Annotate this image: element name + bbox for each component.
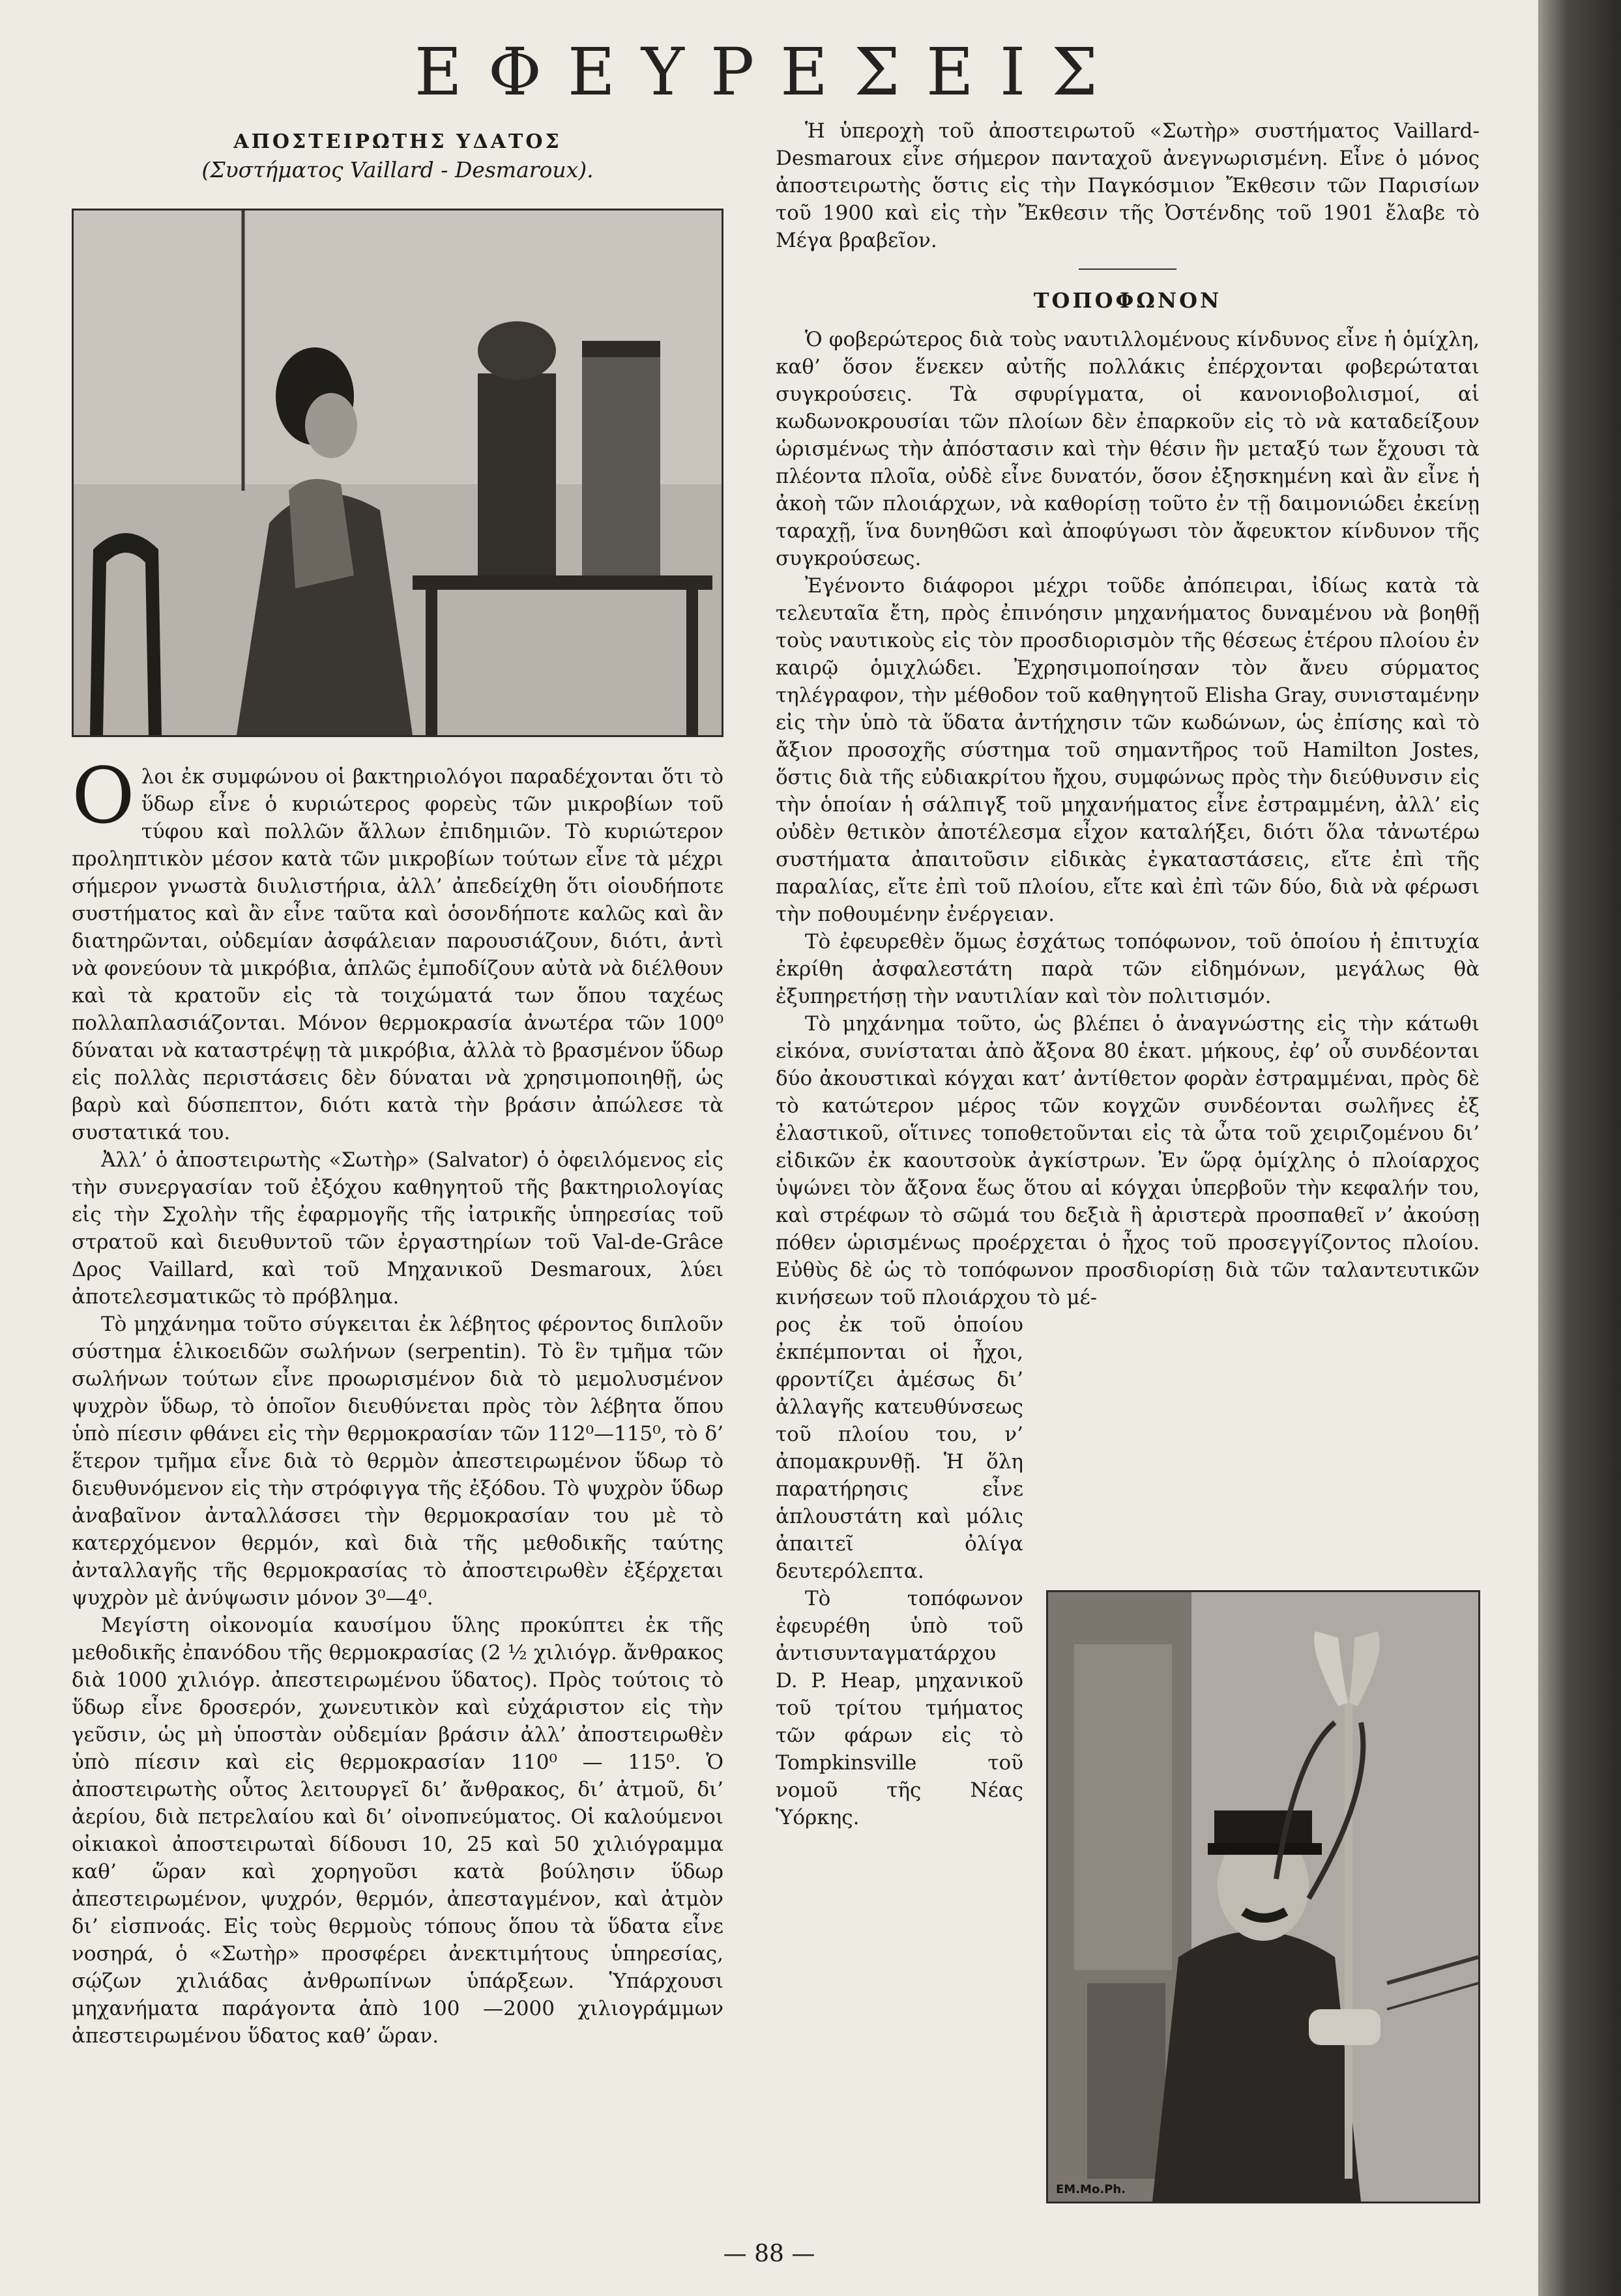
woman-at-sterilizer-illustration (74, 211, 722, 735)
paragraph: Ἡ ὑπεροχὴ τοῦ ἀποστειρωτοῦ «Σωτὴρ» συστήματος Vaillard-Desmaroux εἶνε σήμερον πανταχοῦ ἀνεγνωρισμένη. Εἶνε ὁ μόνος ἀποστειρωτὴς ὅστις εἰς τὴν Παγκόσμιον Ἔκθεσιν τῶν Παρισίων τοῦ 1900 καὶ εἰς τὴν Ἔκθεσιν τῆς Ὀστένδης τοῦ 1901 ἔλαβε τὸ Μέγα βραβεῖον. (776, 119, 1480, 252)
topophone-photo (1046, 1590, 1480, 2203)
paragraph: Ὁ φοβερώτερος διὰ τοὺς ναυτιλλομένους κίνδυνος εἶνε ἡ ὁμίχλη, καθ’ ὅσον ἕνεκεν αὐτῆς πολλάκις ἐπέρχονται φοβερώταται συγκρούσεις. Τὰ σφυρίγματα, οἱ κανονιοβολισμοί, αἱ κωδωνοκρουσίαι τῶν πλοίων δὲν ἐπαρκοῦν εἰς τὸ νὰ καταδείξουν ὡρισμένως τὴν ἀπόστασιν καὶ τὴν θέσιν ἣν μεταξύ των ἔχουσι τὰ πλέοντα πλοῖα, οὐδὲ εἶνε δυνατόν, ὅσον ἐξησκημένη καὶ ἂν εἶνε ἡ ἀκοὴ τῶν πλοιάρχων, νὰ καθορίσῃ τοῦτο ἐν τῇ δαιμονιώδει ἐκείνῃ ταραχῇ, ἵνα δυνηθῶσι καὶ ἀποφύγωσι τὸν ἄφευκτον κίνδυνον τῆς συγκρούσεως. (776, 328, 1480, 570)
paragraph: Τὸ ἐφευρεθὲν ὅμως ἐσχάτως τοπόφωνον, τοῦ ὁποίου ἡ ἐπιτυχία ἐκρίθη ἀσφαλεστάτη παρὰ τῶν εἰδημόνων, μεγάλως θὰ ἐξυπηρετήσῃ τὴν ναυτιλίαν καὶ τὸν πολιτισμόν. (776, 930, 1480, 1008)
sterilizer-intro-text (776, 117, 1480, 254)
section-subtitle-system: (Συστήματος Vaillard - Desmaroux). (201, 157, 594, 182)
sterilizer-photo (72, 209, 723, 737)
paragraph: Τὸ μηχάνημα τοῦτο, ὡς βλέπει ὁ ἀναγνώστης εἰς τὴν κάτωθι εἰκόνα, συνίσταται ἀπὸ ἄξονα 80 ἑκατ. μήκους, ἐφ’ οὗ συνδέονται δύο ἀκουστικαὶ κόγχαι κατ’ ἀντίθετον φορὰν ἐστραμμέναι, πρὸς δὲ τὸ κατώτερον μέρος τῶν κογχῶν συνδέονται σωλῆνες ἐξ ἐλαστικοῦ, οἵτινες τοποθετοῦνται εἰς τὰ ὦτα τοῦ χειριζομένου δι’ εἰδικῶν ἐκ καουτσοὺκ ἀγκίστρων. Ἐν ὥρᾳ ὁμίχλης ὁ πλοίαρχος ὑψώνει τὸν ἄξονα ἕως ὅτου αἱ κόγχαι ὑπερβοῦν τὴν κεφαλήν του, καὶ στρέφων τὸ σῶμά του δεξιὰ ἢ ἀριστερὰ προσπαθεῖ ν’ ἀκούσῃ πόθεν ὡρισμένως προέρχεται ὁ ἦχος τοῦ προσεγγίζοντος πλοίου. Εὐθὺς δὲ ὡς τὸ τοπόφωνον προσδιορίσῃ διὰ τῶν ταλαντευτικῶν κινήσεων τοῦ πλοιάρχου τὸ μέ- (776, 1012, 1480, 1309)
book-gutter (1538, 0, 1621, 2296)
captain-with-topophone-illustration (1048, 1592, 1478, 2202)
left-body-text (72, 751, 723, 2050)
paragraph: Μεγίστη οἰκονομία καυσίμου ὕλης προκύπτει ἐκ τῆς μεθοδικῆς ἐπανόδου τῆς θερμοκρασίας (2 ½ χιλιόγρ. ἄνθρακος διὰ 1000 χιλιόγρ. ἀπεστειρωμένου ὕδατος). Πρὸς τούτοις τὸ ὕδωρ εἶνε δροσερόν, χωνευτικὸν καὶ εὐχάριστον εἰς τὴν γεῦσιν, ὡς μὴ ὑποστὰν οὐδεμίαν βράσιν ἀλλ’ ἀποστειρωθὲν ὑπὸ πίεσιν καὶ εἰς θερμοκρασίαν 110⁰ — 115⁰. Ὁ ἀποστειρωτὴς οὗτος λειτουργεῖ δι’ ἄνθρακος, δι’ ἀτμοῦ, δι’ ἀερίου, διὰ πετρελαίου καὶ δι’ οἰνοπνεύματος. Οἱ καλούμενοι οἰκιακοὶ ἀποστειρωταὶ δίδουσι 10, 25 καὶ 50 χιλιόγραμμα καθ’ ὥραν καὶ χορηγοῦσι κατὰ βούλησιν ὕδωρ ἀπεστειρωμένον, ψυχρόν, θερμόν, ἀπεσταγμένον, καὶ ἀτμὸν δι’ εἰσπνοάς. Εἰς τοὺς θερμοὺς τόπους ὅπου τὰ ὕδατα εἶνε νοσηρά, ὁ «Σωτὴρ» προσφέρει ἀνεκτιμήτους ὑπηρεσίας, σῴζων χιλιάδας ἀνθρωπίνων ὑπάρξεων. Ὑπάρχουσι μηχανήματα παράγοντα ἀπὸ 100 —2000 χιλιογράμμων ἀπεστειρωμένου ὕδατος καθ’ ὥραν. (72, 1614, 723, 2048)
section-title-water-sterilizer: ΑΠΟΣΤΕΙΡΩΤΗΣ ΥΔΑΤΟΣ (233, 130, 562, 153)
paragraph: ρος ἐκ τοῦ ὁποίου ἐκπέμπονται οἱ ἦχοι, φροντίζει ἀμέσως δι’ ἀλλαγῆς κατευθύνσεως τοῦ πλοίου του, ν’ ἀπομακρυνθῇ. Ἡ ὅλη παρατήρησις εἶνε ἁπλουστάτη καὶ μόλις ἀπαιτεῖ ὀλίγα δευτερόλεπτα. (776, 1313, 1023, 1583)
page-title: ΕΦΕΥΡΕΣΕΙΣ (414, 34, 1124, 110)
paragraph: Ἐγένοντο διάφοροι μέχρι τοῦδε ἀπόπειραι, ἰδίως κατὰ τὰ τελευταῖα ἔτη, πρὸς ἐπινόησιν μηχανήματος δυναμένου νὰ βοηθῇ τοὺς ναυτικοὺς εἰς τὸν προσδιορισμὸν τῆς θέσεως ἑτέρου πλοίου ἐν καιρῷ ὁμιχλώδει. Ἐχρησιμοποίησαν τὸν ἄνευ σύρματος τηλέγραφον, τὴν μέθοδον τοῦ καθηγητοῦ Elisha Gray, συνισταμένην εἰς τὴν ὑπὸ τὰ ὕδατα ἀντήχησιν τῶν κωδώνων, ὡς ἐπίσης καὶ τὸ ἄξιον προσοχῆς σύστημα τοῦ σημαντῆρος τοῦ Hamilton Jostes, ὅστις διὰ τῆς εὐδιακρίτου ἤχου, συμφώνως πρὸς τὴν διεύθυνσιν εἰς τὴν ὁποίαν ἡ σάλπιγξ τοῦ μηχανήματος εἶνε ἐστραμμένη, ἀλλ’ εἰς οὐδὲν θετικὸν ἀποτέλεσμα εἶχον καταλήξει, διότι ὅλα τἀνωτέρω συστήματα ἀπαιτοῦσιν εἰδικὰς ἐγκαταστάσεις, εἴτε ἐπὶ τῆς παραλίας, εἴτε ἐπὶ τοῦ πλοίου, εἴτε καὶ ἐπὶ τῶν δύο, διὰ νὰ φέρωσι τὴν ποθουμένην ἐνέργειαν. (776, 574, 1480, 926)
section-divider (1079, 269, 1176, 270)
paragraph: λοι ἐκ συμφώνου οἱ βακτηριολόγοι παραδέχονται ὅτι τὸ ὕδωρ εἶνε ὁ κυριώτερος φορεὺς τῶν μικροβίων τοῦ τύφου καὶ πολλῶν ἄλλων ἐπιδημιῶν. Τὸ κυριώτερον προληπτικὸν μέσον κατὰ τῶν μικροβίων τούτων εἶνε τὰ μέχρι σήμερον γνωστὰ διυλιστήρια, ἀλλ’ ἀπεδείχθη ὅτι οἱουδήποτε συστήματος καὶ ἂν εἶνε ταῦτα καὶ ὁσονδήποτε καλῶς καὶ ἂν διατηρῶνται, οὐδεμίαν ἀσφάλειαν παρουσιάζουν, διότι, ἀντὶ νὰ φονεύουν τὰ μικρόβια, ἁπλῶς ἐμποδίζουν αὐτὰ νὰ διέλθουν καὶ τὰ κρατοῦν εἰς τὰ τοιχώματά των ὅπου ταχέως πολλαπλασιάζονται. Μόνον θερμοκρασία ἀνωτέρα τῶν 100⁰ δύναται νὰ καταστρέψῃ τὰ μικρόβια, ἀλλὰ τὸ βρασμένον ὕδωρ εἰς πολλὰς περιστάσεις δὲν δύναται νὰ χρησιμοποιηθῇ, ὡς βαρὺ καὶ δύσπεπτον, διότι κατὰ τὴν βράσιν ἀπώλεσε τὰ συστατικά του. (72, 765, 723, 1144)
right-narrow-text (776, 1311, 1023, 1831)
section-title-topophone: ΤΟΠΟΦΩΝΟΝ (1033, 288, 1222, 313)
paragraph: Ἀλλ’ ὁ ἀποστειρωτὴς «Σωτὴρ» (Salvator) ὁ ὀφειλόμενος εἰς τὴν συνεργασίαν τοῦ ἐξόχου καθηγητοῦ τῆς βακτηριολογίας εἰς τὴν Σχολὴν τῆς ἐφαρμογῆς τῆς ἰατρικῆς ὑπηρεσίας τοῦ στρατοῦ καὶ διευθυντοῦ τῶν ἐργαστηρίων τοῦ Val-de-Grâce Δρος Vaillard, καὶ τοῦ Μηχανικοῦ Desmaroux, λύει ἀποτελεσματικῶς τὸ πρόβλημα. (72, 1148, 723, 1309)
right-body-text (776, 326, 1480, 1311)
paragraph: Τὸ τοπόφωνον ἐφευρέθη ὑπὸ τοῦ ἀντισυνταγματάρχου D. P. Heap, μηχανικοῦ τοῦ τρίτου τμήματος τῶν φάρων εἰς τὸ Tompkinsville τοῦ νομοῦ τῆς Νέας Ὑόρκης. (776, 1587, 1023, 1829)
right-column (776, 117, 1480, 1831)
left-column (72, 130, 723, 2050)
page-number: — 88 — (723, 2241, 815, 2267)
engraver-mark: EM.Mo.Ph. (1056, 2183, 1126, 2196)
dropcap-letter: Ο (72, 751, 135, 841)
paragraph: Τὸ μηχάνημα τοῦτο σύγκειται ἐκ λέβητος φέροντος διπλοῦν σύστημα ἑλικοειδῶν σωλήνων (serpentin). Τὸ ἓν τμῆμα τῶν σωλήνων τούτων εἶνε προωρισμένον διὰ τὸ μεμολυσμένον ψυχρὸν ὕδωρ, τὸ ὁποῖον διευθύνεται πρὸς τὸν λέβητα ὅπου ὑπὸ πίεσιν φθάνει εἰς τὴν θερμοκρασίαν τῶν 112⁰—115⁰, τὸ δ’ ἕτερον τμῆμα εἶνε διὰ τὸ θερμὸν ἀπεστειρωμένον ὕδωρ τὸ διευθυνόμενον εἰς τὴν στρόφιγγα τῆς ἐξόδου. Τὸ ψυχρὸν ὕδωρ ἀναβαῖνον ἀνταλλάσσει τὴν θερμοκρασίαν του μὲ τὸ κατερχόμενον θερμόν, καὶ διὰ τῆς μεθοδικῆς ταύτης ἀνταλλαγῆς τῆς θερμοκρασίας τὸ ἀποστειρωθὲν ἐξέρχεται ψυχρὸν μὲ ἀνύψωσιν μόνον 3⁰—4⁰. (72, 1313, 723, 1610)
